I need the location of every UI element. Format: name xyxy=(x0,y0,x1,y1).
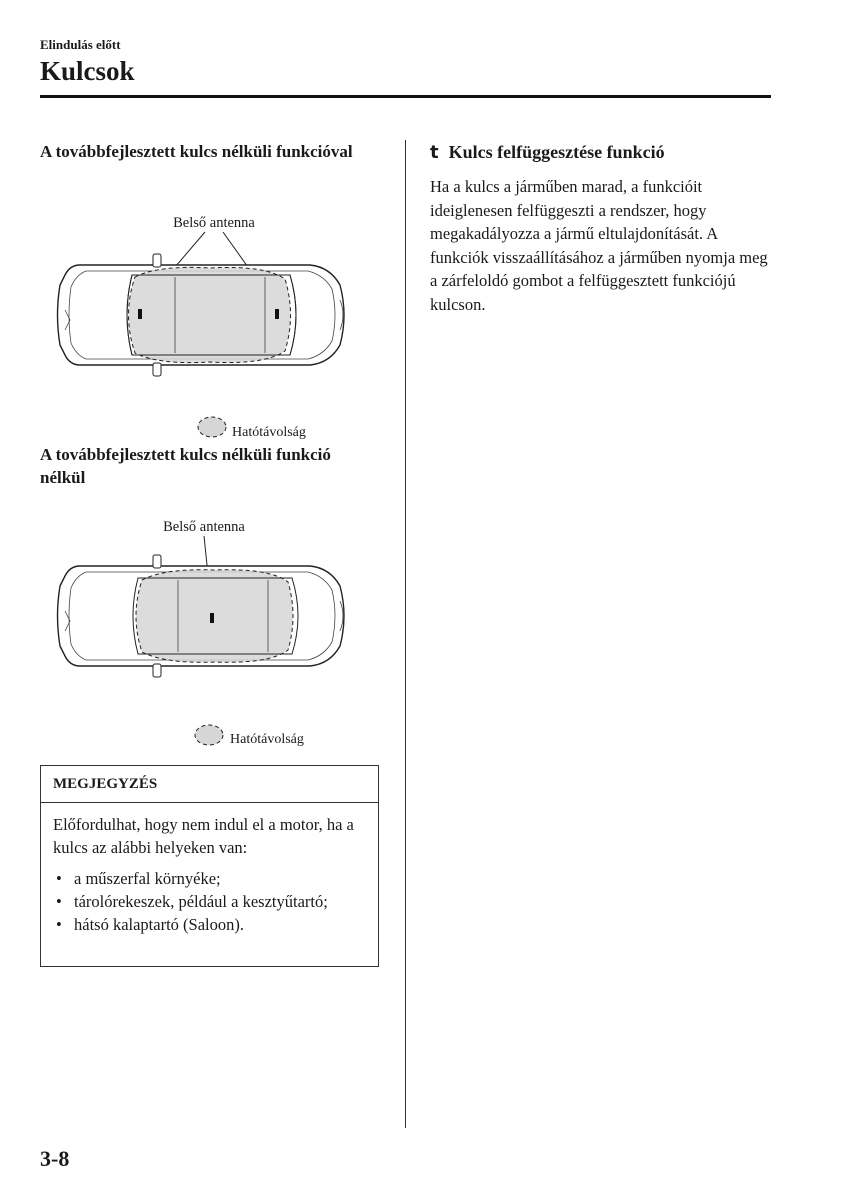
section-label: Elindulás előtt xyxy=(40,37,121,52)
heading-without-function: A továbbfejlesztett kulcs nélküli funkció nélkül xyxy=(40,445,331,487)
antenna-marker-icon xyxy=(210,613,214,623)
list-item: • tárolórekeszek, például a kesztyűtartó; xyxy=(56,892,328,911)
section-marker-icon: t xyxy=(430,142,439,163)
range-area-icon xyxy=(129,267,291,362)
car-diagram-without-function xyxy=(40,510,380,750)
column-divider xyxy=(405,140,406,1128)
range-label: Hatótávolság xyxy=(232,425,306,440)
page-number: 3-8 xyxy=(40,1146,70,1171)
car-diagram-with-function xyxy=(40,205,380,445)
bullet-icon: • xyxy=(56,892,62,911)
note-intro: Előfordulhat, hogy nem indul el a motor, ha a kulcs az alábbi helyeken van: xyxy=(53,815,354,857)
note-box xyxy=(40,765,379,967)
range-label: Hatótávolság xyxy=(230,732,304,747)
title-rule xyxy=(40,95,771,98)
suspend-function-body: Ha a kulcs a járműben marad, a funkcióit ideiglenesen felfüggeszti a rendszer, hogy megakadályozza a jármű eltulajdonítását. A funkciók visszaállításához a járműben nyomja meg a zárfeloldó gombot a felfüggesztett funkciójú kulcson. xyxy=(430,177,768,314)
suspend-function-title: Kulcs felfüggesztése funkció xyxy=(448,142,665,162)
antenna-label: Belső antenna xyxy=(163,519,245,535)
bullet-icon: • xyxy=(56,869,62,888)
bullet-icon: • xyxy=(56,915,62,934)
note-title: MEGJEGYZÉS xyxy=(53,776,158,792)
list-item: • hátsó kalaptartó (Saloon). xyxy=(56,915,244,934)
antenna-marker-icon xyxy=(138,309,142,319)
note-list xyxy=(53,867,373,936)
heading-with-function: A továbbfejlesztett kulcs nélküli funkcióval xyxy=(40,142,353,161)
page-title: Kulcsok xyxy=(40,56,135,86)
note-body xyxy=(53,813,373,936)
suspend-function-heading xyxy=(430,140,665,165)
range-area-icon xyxy=(136,570,293,663)
list-item: • a műszerfal környéke; xyxy=(56,869,221,888)
antenna-marker-icon xyxy=(275,309,279,319)
range-legend-icon xyxy=(198,417,226,437)
range-legend-icon xyxy=(195,725,223,745)
note-header xyxy=(41,766,378,803)
antenna-label: Belső antenna xyxy=(173,215,255,231)
